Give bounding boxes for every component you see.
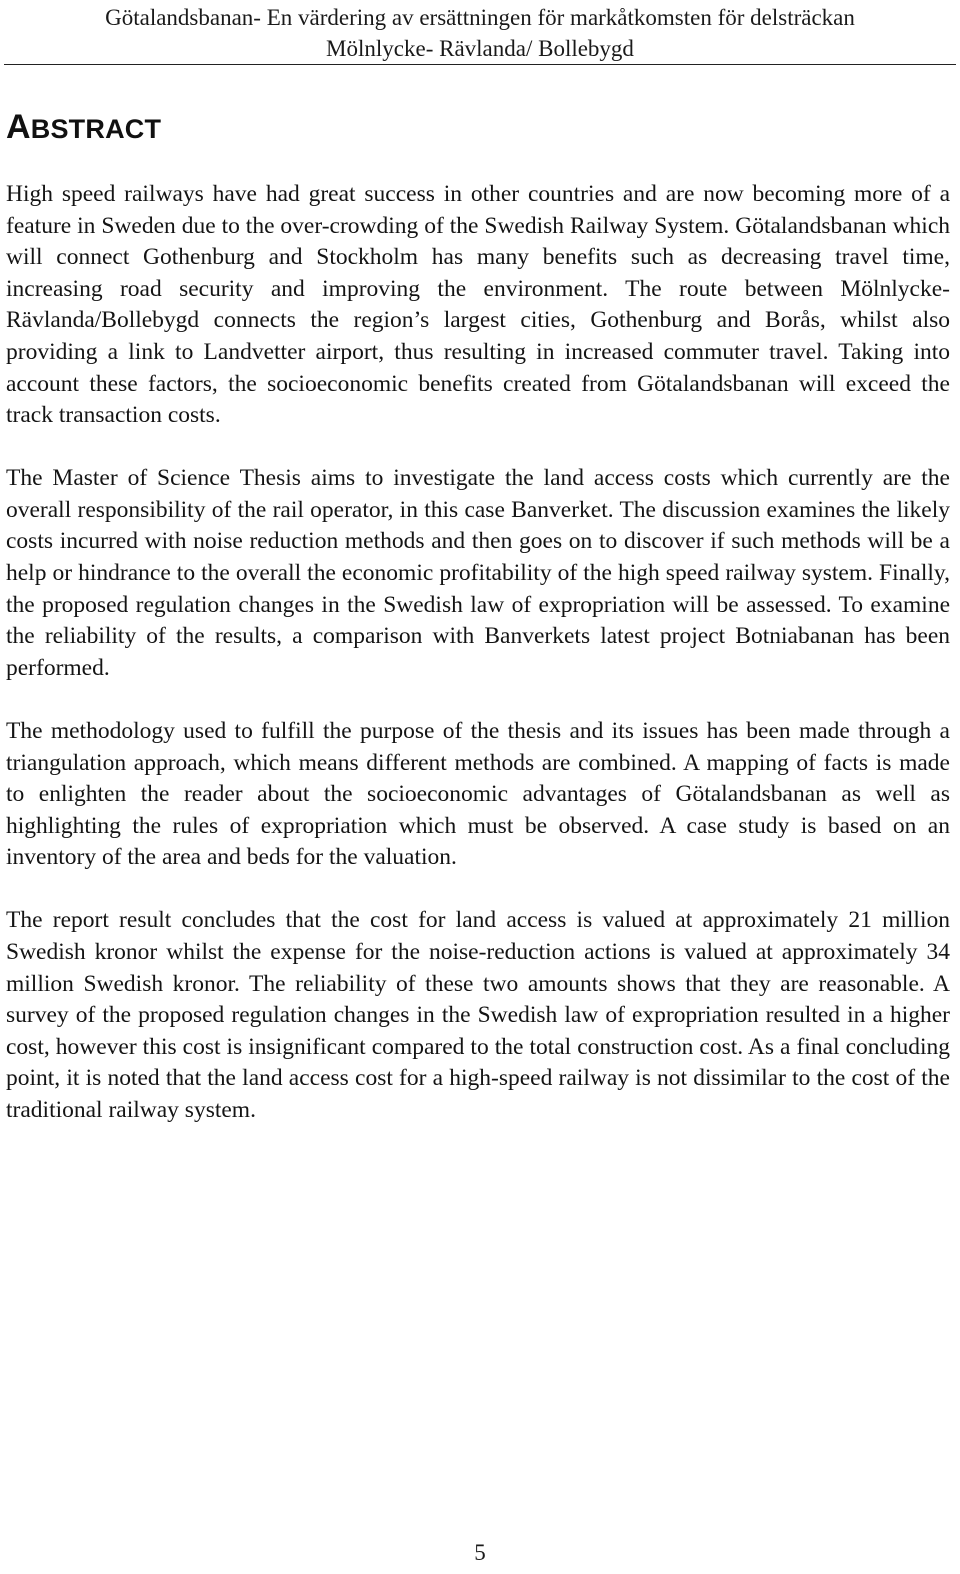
running-header-line-2: Mölnlycke- Rävlanda/ Bollebygd	[326, 36, 634, 61]
running-header	[0, 2, 960, 64]
header-divider	[4, 64, 956, 65]
running-header-line-1: Götalandsbanan- En värdering av ersättningen för markåtkomsten för delsträckan	[105, 5, 855, 30]
abstract-body	[6, 179, 950, 1158]
abstract-paragraph-4: The report result concludes that the cost for land access is valued at approximately 21 million Swedish kronor whilst the expense for the noise-reduction actions is valued at approximately 34 million Swedish kronor. The reliability of these two amounts shows that they are reasonable. A survey of the proposed regulation changes in the Swedish law of expropriation resulted in a higher cost, however this cost is insignificant compared to the total construction cost. As a final concluding point, it is noted that the land access cost for a high-speed railway is not dissimilar to the cost of the traditional railway system.	[6, 907, 950, 1123]
abstract-paragraph-3: The methodology used to fulfill the purpose of the thesis and its issues has been made through a triangulation approach, which means different methods are combined. A mapping of facts is made to enlighten the reader about the socioeconomic advantages of Götalandsbanan as well as highlighting the rules of expropriation which must be observed. A case study is based on an inventory of the area and beds for the valuation.	[6, 717, 950, 871]
abstract-heading-initial: A	[6, 108, 31, 146]
abstract-heading-rest: BSTRACT	[30, 114, 162, 144]
abstract-heading	[6, 104, 161, 152]
abstract-paragraph-1: High speed railways have had great success in other countries and are now becoming more of a feature in Sweden due to the over-crowding of the Swedish Railway System. Götalandsbanan which will connect Gothenburg and Stockholm has many benefits such as decreasing travel time, increasing road security and improving the environment. The route between Mölnlycke-Rävlanda/Bollebygd connects the region’s largest cities, Gothenburg and Borås, whilst also providing a link to Landvetter airport, thus resulting in increased commuter travel. Taking into account these factors, the socioeconomic benefits created from Götalandsbanan will exceed the track transaction costs.	[6, 181, 950, 429]
abstract-paragraph-2: The Master of Science Thesis aims to investigate the land access costs which currently are the overall responsibility of the rail operator, in this case Banverket. The discussion examines the likely costs incurred with noise reduction methods and then goes on to discover if such methods will be a help or hindrance to the overall the economic profitability of the high speed railway system. Finally, the proposed regulation changes in the Swedish law of expropriation will be assessed. To examine the reliability of the results, a comparison with Banverkets latest project Botniabanan has been performed.	[6, 465, 950, 681]
page-number: 5	[474, 1540, 486, 1565]
